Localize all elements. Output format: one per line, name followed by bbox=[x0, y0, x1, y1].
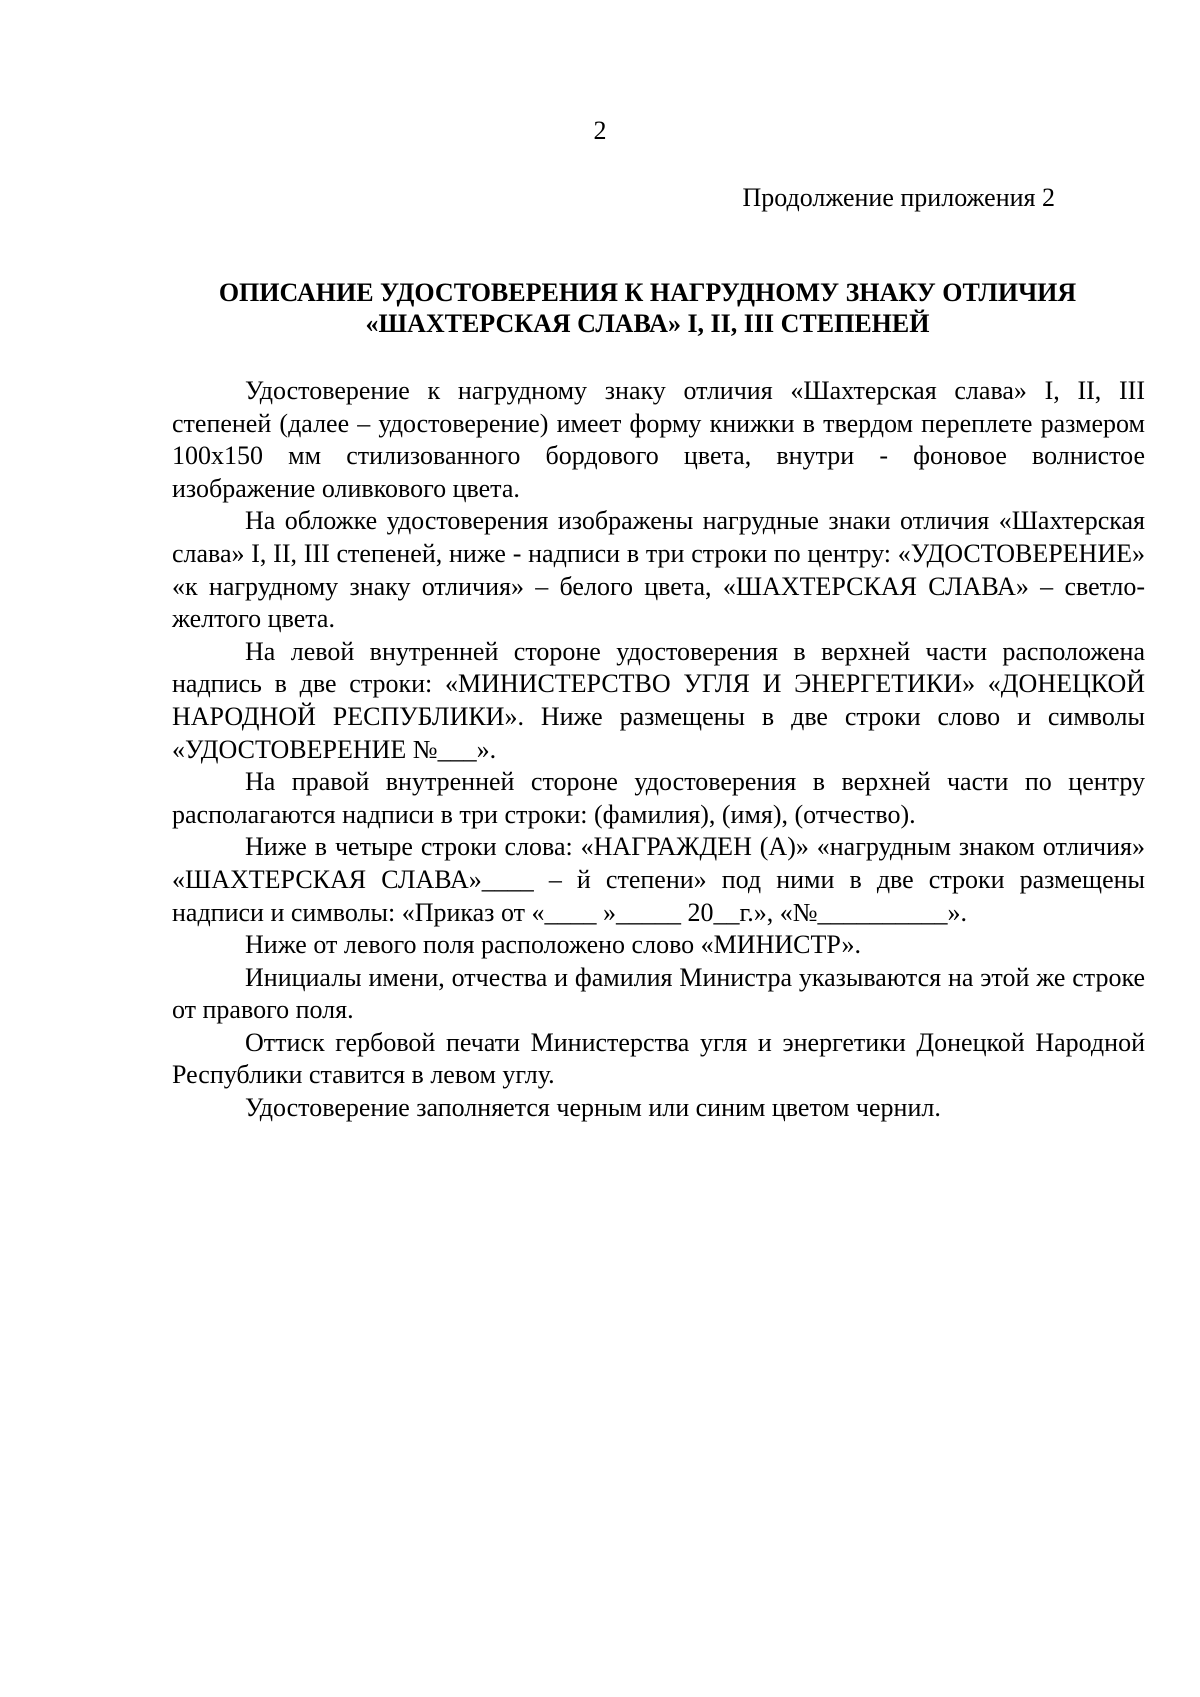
appendix-continuation-note: Продолжение приложения 2 bbox=[742, 183, 1055, 212]
paragraph: Оттиск гербовой печати Министерства угля и энергетики Донецкой Народной Республики ставится в левом углу. bbox=[172, 1027, 1145, 1090]
paragraph: На правой внутренней стороне удостоверения в верхней части по центру располагаются надписи в три строки: (фамилия), (имя), (отчество). bbox=[172, 767, 1145, 829]
document-title-line-1: ОПИСАНИЕ УДОСТОВЕРЕНИЯ К НАГРУДНОМУ ЗНАКУ ОТЛИЧИЯ bbox=[218, 278, 1077, 307]
paragraph: Удостоверение заполняется черным или синим цветом чернил. bbox=[245, 1093, 941, 1123]
page-number: 2 bbox=[593, 116, 607, 145]
document-title-line-2: «ШАХТЕРСКАЯ СЛАВА» I, II, III СТЕПЕНЕЙ bbox=[365, 309, 930, 338]
paragraph: На обложке удостоверения изображены нагрудные знаки отличия «Шахтерская слава» I, II, III степеней, ниже - надписи в три строки по центру: «УДОСТОВЕРЕНИЕ» «к нагрудному знаку отличия» – белого цвета, «ШАХТЕРСКАЯ СЛАВА» – светло-желтого цвета. bbox=[172, 506, 1145, 634]
paragraph: Ниже от левого поля расположено слово «МИНИСТР». bbox=[245, 930, 861, 960]
paragraph: Удостоверение к нагрудному знаку отличия «Шахтерская слава» I, II, III степеней (далее – удостоверение) имеет форму книжки в твердом переплете размером 100х150 мм стилизованного бордового цвета, внутри - фоновое волнистое изображение оливкового цвета. bbox=[172, 376, 1145, 503]
paragraph: На левой внутренней стороне удостоверения в верхней части расположена надпись в две строки: «МИНИСТЕРСТВО УГЛЯ И ЭНЕРГЕТИКИ» «ДОНЕЦКОЙ НАРОДНОЙ РЕСПУБЛИКИ». Ниже размещены в две строки слово и символы «УДОСТОВЕРЕНИЕ №___». bbox=[172, 636, 1145, 764]
paragraph: Инициалы имени, отчества и фамилия Министра указываются на этой же строке от правого поля. bbox=[172, 962, 1145, 1025]
paragraph: Ниже в четыре строки слова: «НАГРАЖДЕН (А)» «нагрудным знаком отличия» «ШАХТЕРСКАЯ СЛАВА»____ – й степени» под ними в две строки размещены надписи и символы: «Приказ от «____ »_____ 20__г.», «№__________». bbox=[172, 832, 1145, 927]
document-title bbox=[170, 277, 1125, 339]
document-body bbox=[172, 375, 1145, 1125]
